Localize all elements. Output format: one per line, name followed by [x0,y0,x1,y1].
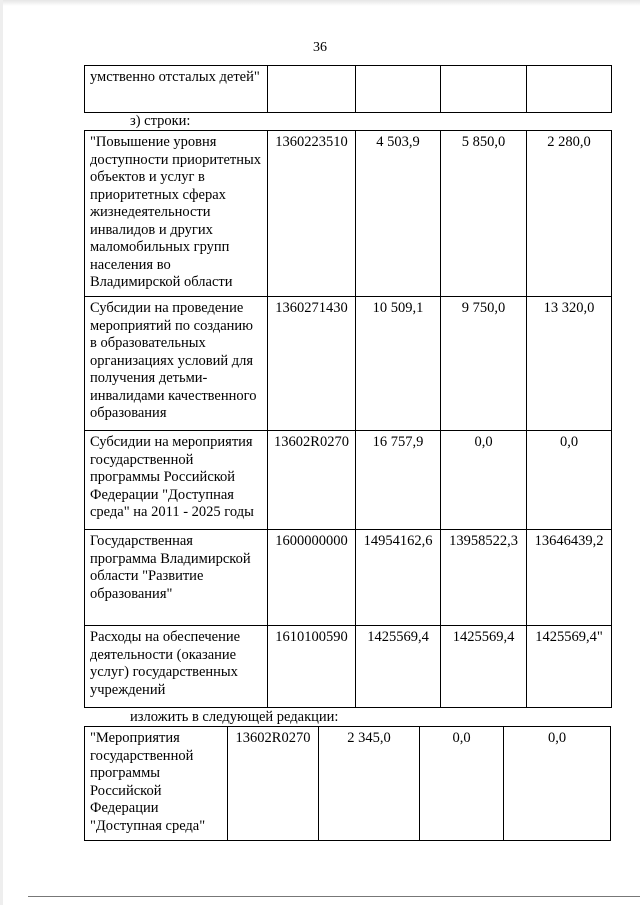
row-name: "Повышение уровня доступности приоритетных объектов и услуг в приоритетных сферах жизнедеятельности инвалидов и других маломобильных групп населения во Владимирской области [85,131,268,297]
table-row [85,530,612,626]
row-value-3: 0,0 [527,431,612,530]
row-value-1: 4 503,9 [356,131,441,297]
scan-edge [0,0,640,6]
row-code: 1600000000 [268,530,356,626]
row-value-3: 13 320,0 [527,297,612,431]
row-code [268,66,356,113]
scan-edge-left [0,0,3,905]
row-value-1: 14954162,6 [356,530,441,626]
row-value-2: 1425569,4 [441,626,527,708]
row-code: 13602R0270 [268,431,356,530]
row-value-3: 1425569,4" [527,626,612,708]
table-row [85,626,612,708]
table-row [85,131,612,297]
main-table [84,130,612,708]
row-value-2 [441,66,527,113]
row-value-2: 5 850,0 [441,131,527,297]
row-name: умственно отсталых детей" [85,66,268,113]
caption-rows: з) строки: [130,113,191,129]
row-name: Государственная программа Владимирской области "Развитие образования" [85,530,268,626]
row-value-2: 0,0 [420,727,504,841]
new-table [84,726,611,841]
row-name: Субсидии на проведение мероприятий по созданию в образовательных организациях условий для получения детьми-инвалидами качественного образования [85,297,268,431]
row-code: 1360223510 [268,131,356,297]
caption-replace: изложить в следующей редакции: [130,709,339,725]
row-value-3: 2 280,0 [527,131,612,297]
row-code: 1360271430 [268,297,356,431]
table-row [85,727,611,841]
row-value-2: 13958522,3 [441,530,527,626]
row-value-1: 16 757,9 [356,431,441,530]
row-value-2: 9 750,0 [441,297,527,431]
continuation-table [84,65,612,113]
row-value-1: 1425569,4 [356,626,441,708]
row-code: 1610100590 [268,626,356,708]
table-row [85,297,612,431]
row-value-3: 13646439,2 [527,530,612,626]
row-value-3: 0,0 [504,727,611,841]
scan-line [28,896,640,897]
row-code: 13602R0270 [228,727,319,841]
row-name: Субсидии на мероприятия государственной программы Российской Федерации "Доступная среда" на 2011 - 2025 годы [85,431,268,530]
row-value-3 [527,66,612,113]
row-value-1: 2 345,0 [319,727,420,841]
row-name: "Мероприятия государственной программы Российской Федерации "Доступная среда" [85,727,228,841]
page-number: 36 [313,40,327,55]
table-row [85,66,612,113]
table-row [85,431,612,530]
row-name: Расходы на обеспечение деятельности (оказание услуг) государственных учреждений [85,626,268,708]
row-value-2: 0,0 [441,431,527,530]
row-value-1: 10 509,1 [356,297,441,431]
row-value-1 [356,66,441,113]
